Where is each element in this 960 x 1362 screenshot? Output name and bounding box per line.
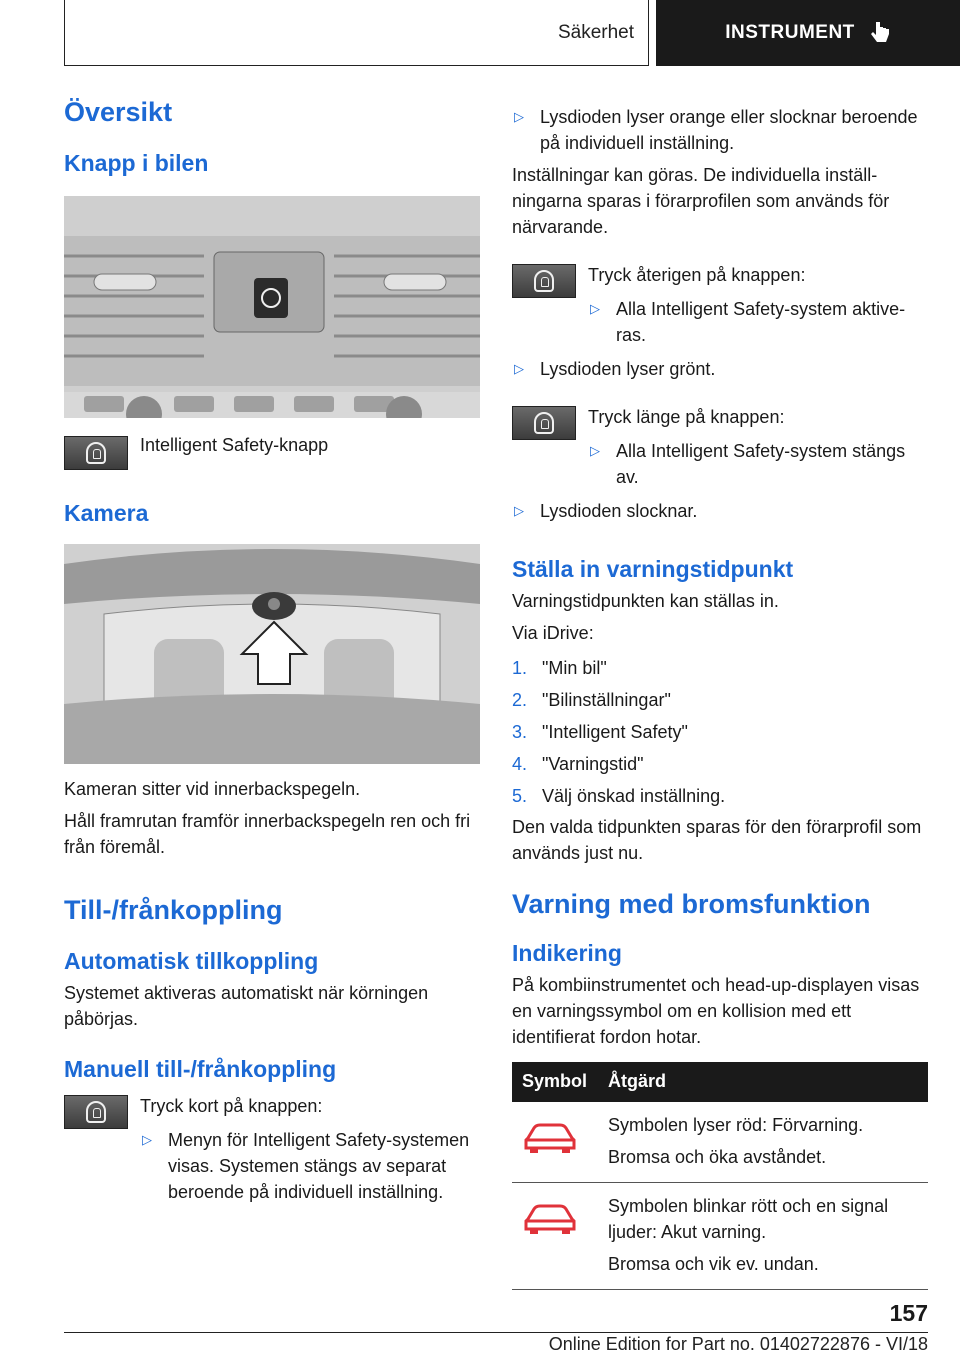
triangle-bullet-icon: ▷: [142, 1132, 152, 1148]
pointing-hand-icon: [869, 20, 891, 46]
left-column: [64, 96, 480, 1205]
action-line: Symbolen blinkar rött och en signal ljuder: Akut varning.: [608, 1195, 889, 1242]
step-number: 3.: [512, 721, 528, 742]
heading-manual: Manuell till-/frånkoppling: [64, 1055, 337, 1082]
warning-time-paragraph: Varningstidpunkten kan ställas in.: [512, 590, 779, 611]
chapter-tab[interactable]: [656, 0, 960, 66]
step-number: 1.: [512, 657, 528, 678]
step-text: "Intelligent Safety": [542, 721, 688, 742]
table-row: [512, 1102, 928, 1183]
edition-text: Online Edition for Part no. 01402722876 - VI/18: [548, 1334, 928, 1354]
step-number: 2.: [512, 689, 528, 710]
heading-on-off: Till-/frånkoppling: [64, 894, 283, 925]
saved-paragraph: Den valda tidpunkten sparas för den förarprofil som används just nu.: [512, 816, 922, 863]
action-cell: [598, 1182, 928, 1289]
bullet-text: Lysdioden lyser orange eller slocknar beroende på individuell inställning.: [540, 107, 918, 153]
list-item: [512, 716, 928, 748]
action-cell: [598, 1102, 928, 1183]
heading-warning-time: Ställa in varningstidpunkt: [512, 556, 794, 582]
footer-divider: [64, 1332, 928, 1333]
step-number: 4.: [512, 753, 528, 774]
action-line: Bromsa och öka avståndet.: [608, 1146, 827, 1167]
manual-instruction: [64, 1093, 480, 1205]
bullet-text: Lysdioden lyser grönt.: [540, 359, 716, 379]
triangle-bullet-icon: ▷: [590, 443, 600, 458]
step-text: "Bilinställningar": [542, 689, 671, 710]
auto-paragraph: Systemet aktiveras automatiskt när körningen påbörjas.: [64, 982, 429, 1029]
col-symbol: Symbol: [512, 1062, 598, 1102]
triangle-bullet-icon: ▷: [590, 301, 600, 316]
press-long-text: Tryck länge på knappen:: [588, 407, 785, 427]
via-idrive: Via iDrive:: [512, 622, 594, 643]
list-item: [512, 748, 928, 780]
action-line: Symbolen lyser röd: Förvarning.: [608, 1114, 864, 1135]
list-item: [512, 356, 928, 382]
triangle-bullet-icon: ▷: [514, 503, 524, 518]
list-item: [512, 104, 928, 156]
press-long-instruction: [512, 404, 928, 490]
list-item: [588, 438, 928, 490]
list-item: [512, 498, 928, 524]
car-warning-icon: [522, 1201, 578, 1235]
step-number: 5.: [512, 785, 528, 806]
camera-photo: [64, 544, 480, 764]
page-header: [64, 0, 960, 66]
heading-auto-on: Automatisk tillkoppling: [64, 947, 319, 974]
step-text: Välj önskad inställning.: [542, 785, 726, 806]
safety-button-icon: [64, 436, 128, 470]
table-header-row: [512, 1062, 928, 1102]
bullet-text: Menyn för Intelligent Safety-systemen visas. Systemen stängs av separat beroende på individuell inställning.: [168, 1130, 470, 1203]
safety-button-icon: [512, 264, 576, 298]
bullet-text: Lysdioden slocknar.: [540, 501, 698, 521]
list-item: [512, 684, 928, 716]
bullet-text: Alla Intelligent Safety-system aktiveras.: [616, 299, 906, 345]
button-caption: Intelligent Safety-knapp: [140, 434, 329, 455]
section-tab[interactable]: [64, 0, 649, 66]
bullet-text: Alla Intelligent Safety-system stängs av.: [616, 441, 906, 487]
table-row: [512, 1182, 928, 1289]
settings-paragraph: Inställningar kan göras. De individuella inställningarna sparas i förarprofilen som används för närvarande.: [512, 165, 890, 237]
triangle-bullet-icon: ▷: [514, 109, 524, 124]
list-item: [140, 1127, 480, 1205]
steps-list: [512, 652, 928, 812]
list-item: [512, 652, 928, 684]
step-text: "Min bil": [542, 657, 607, 678]
press-again-instruction: [512, 262, 928, 348]
symbol-cell: [512, 1182, 598, 1289]
dashboard-illustration: [64, 196, 480, 418]
heading-button-in-car: Knapp i bilen: [64, 150, 209, 177]
list-item: [588, 296, 928, 348]
section-label: Säkerhet: [557, 21, 634, 43]
right-column: [512, 104, 928, 1290]
button-legend: [64, 436, 480, 470]
manual-press-text: Tryck kort på knappen:: [140, 1096, 323, 1117]
triangle-bullet-icon: ▷: [514, 361, 524, 376]
heading-overview: Översikt: [64, 97, 173, 127]
camera-paragraph-2: Håll framrutan framför innerbackspegeln ren och fri från föremål.: [64, 810, 471, 857]
list-item: [512, 780, 928, 812]
chapter-label: INSTRUMENT: [725, 22, 855, 43]
indication-paragraph: På kombiinstrumentet och head-up-displayen visas en varningssymbol om en kollision med ett identifierat fordon hotar.: [512, 974, 920, 1047]
press-again-text: Tryck återigen på knappen:: [588, 265, 806, 285]
step-text: "Varningstid": [542, 753, 644, 774]
safety-button-icon: [512, 406, 576, 440]
page-number: 157: [889, 1300, 928, 1326]
symbol-table: [512, 1062, 928, 1290]
safety-button-icon: [64, 1095, 128, 1129]
camera-paragraph-1: Kameran sitter vid innerbackspegeln.: [64, 778, 361, 799]
heading-brake-warning: Varning med bromsfunktion: [512, 888, 871, 919]
camera-illustration: [64, 544, 480, 764]
heading-camera: Kamera: [64, 499, 149, 526]
car-warning-icon: [522, 1120, 578, 1154]
dashboard-button-photo: [64, 196, 480, 418]
heading-indication: Indikering: [512, 939, 622, 966]
col-action: Åtgärd: [598, 1062, 928, 1102]
symbol-cell: [512, 1102, 598, 1183]
action-line: Bromsa och vik ev. undan.: [608, 1253, 819, 1274]
